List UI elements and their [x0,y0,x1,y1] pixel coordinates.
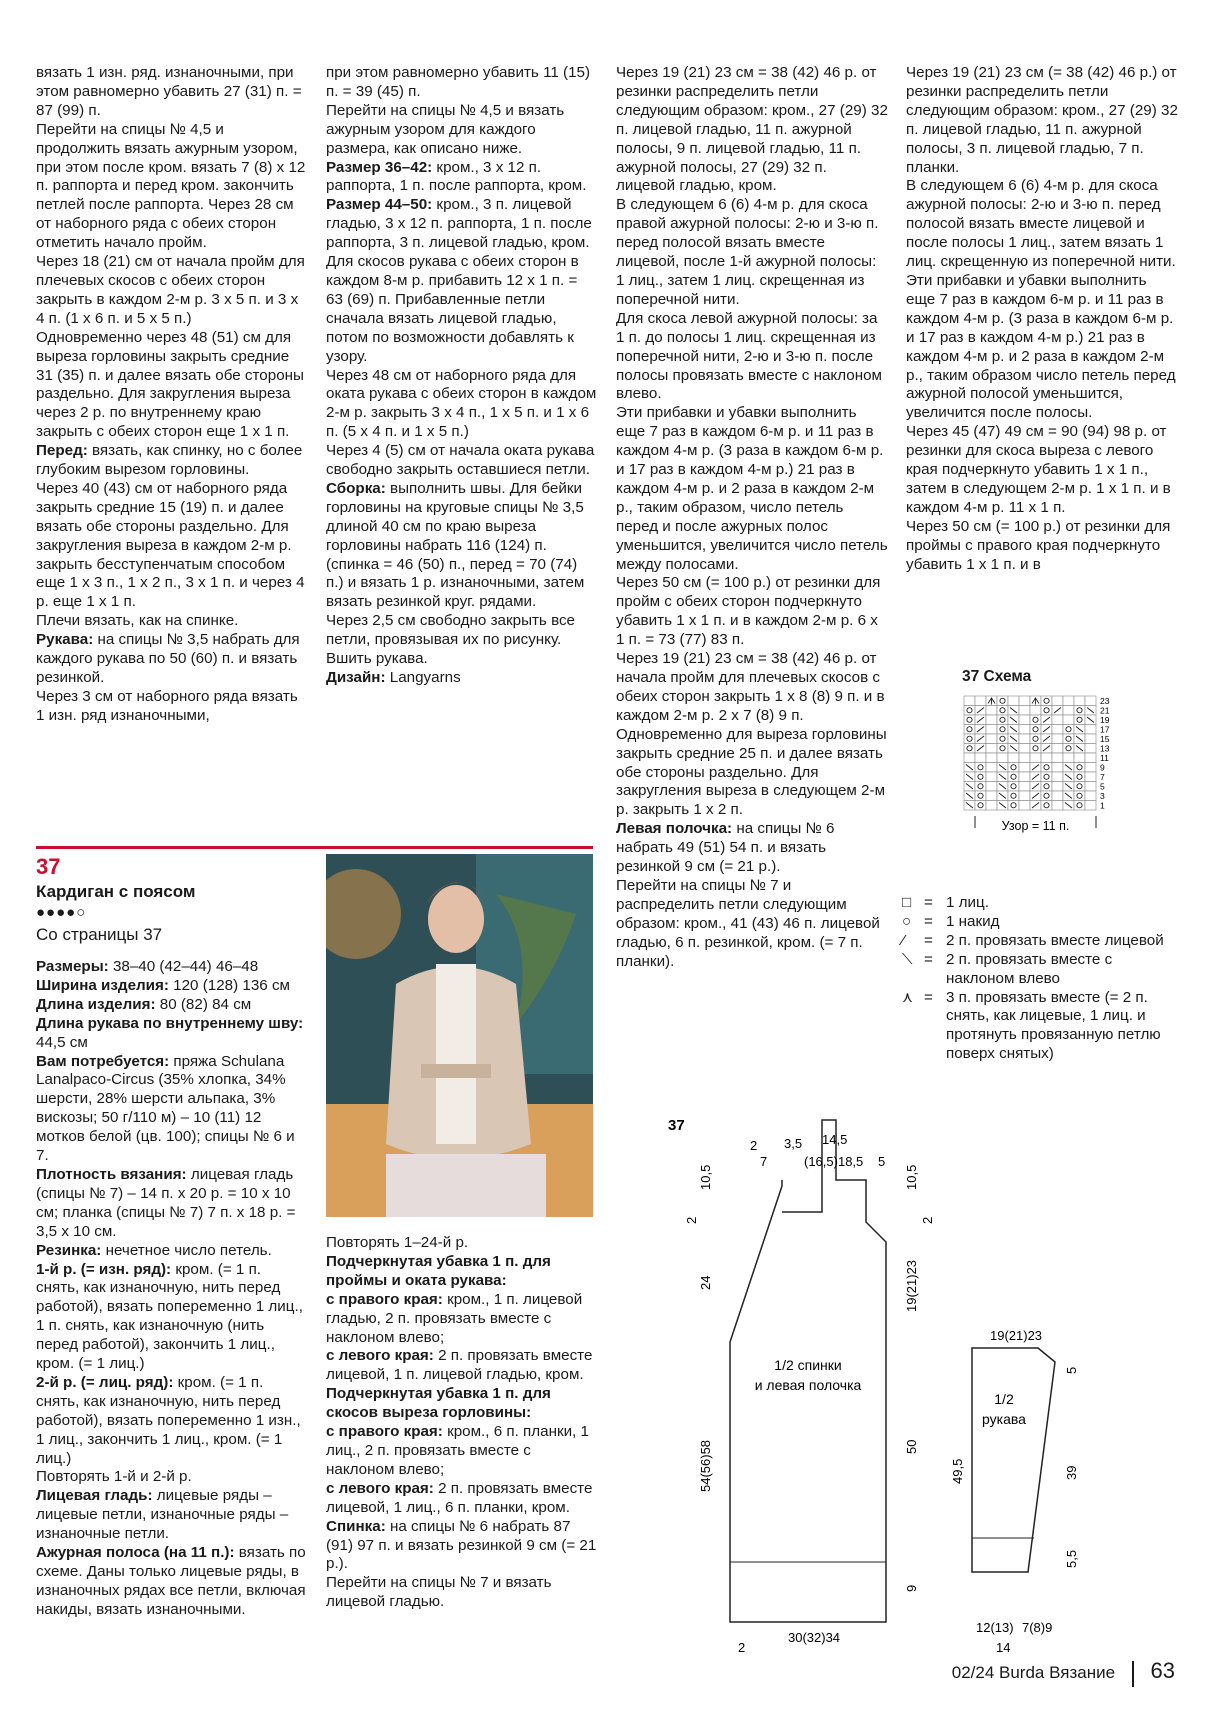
chart-cell [997,753,1008,763]
legend-symbol-icon: □ [902,894,912,911]
dim-label: 12(13) [976,1620,1014,1635]
paragraph: Вшить рукава. [326,650,428,668]
chart-cell [1008,772,1019,782]
chart-cell [1008,791,1019,801]
chart-cell [986,753,997,763]
chart-cell [964,696,975,706]
paragraph [36,996,308,1015]
paragraph-text: Langyarns [385,669,461,686]
article-number: 37 [36,854,61,879]
paragraph-text: кром. (= 1 п. снять, как изнаночную, нить перед работой), вязать попеременно 1 изн., 1 лиц., закончить 1 лиц., кром. (= 1 лиц.) [36,1373,301,1467]
footer-divider [1132,1661,1134,1687]
chart-cell [1052,715,1063,725]
body-label: и левая полочка [754,1377,862,1393]
paragraph-text: на спицы № 6 набрать 87 (91) 97 п. и вязать резинкой 9 см (= 21 р.). [326,1517,597,1573]
chart-cell [986,763,997,773]
dim-label: 54(56)58 [698,1439,713,1492]
chart-cell [1063,744,1074,754]
chart-cell [986,725,997,735]
chart-cell [1085,734,1096,744]
chart-row-number: 11 [1100,753,1109,763]
legend-symbol-icon: ⁄ [902,931,905,949]
chart-cell [975,763,986,773]
paragraph [326,1291,598,1348]
chart-cell [1074,801,1085,811]
chart-cell [997,744,1008,754]
chart-cell [986,782,997,792]
paragraph [326,1574,598,1612]
paragraph-text: на спицы № 6 набрать 49 (51) 54 п. и вязать резинкой 9 см (= 21 р.). [616,820,835,876]
paragraph: В следующем 6 (6) 4-м р. для скоса правой ажурной полосы: 2-ю и 3-ю п. перед полосой вязать вместе лицевой, после 1-й ажурной полосы: 1 лиц., затем 1 лиц. скрещенная из поперечной нити. [616,196,879,308]
paragraph-text: 38–40 (42–44) 46–48 [108,958,259,975]
paragraph [36,1374,308,1469]
chart-cell [1019,715,1030,725]
chart-cell [1052,763,1063,773]
paragraph: вязать 1 изн. ряд. изнаночными, при этом равномерно убавить 27 (31) п. = 87 (99) п. [36,64,302,119]
chart-row-number: 13 [1100,743,1110,754]
chart-cell [1052,791,1063,801]
chart-cell [986,734,997,744]
paragraph [326,1347,598,1385]
paragraph-text: лицевые ряды – лицевые петли, изнаночные ряды – изнаночные петли. [36,1487,289,1543]
chart-row-number: 23 [1100,696,1110,706]
label: Ажурная полоса (на 11 п.): [36,1544,235,1562]
label-size-1: Размер 36–42: [326,158,433,176]
chart-cell [1052,744,1063,754]
dim-label: 49,5 [950,1458,965,1484]
dim-label: 5 [1064,1366,1079,1374]
chart-cell [964,744,975,754]
chart-cell [1074,772,1085,782]
chart-cell [1008,782,1019,792]
label: Вам потребуется: [36,1052,170,1070]
paragraph: при этом равномерно убавить 11 (15) п. = 39 (45) п. [326,64,591,100]
paragraph [36,631,308,688]
text-column-2 [326,64,598,688]
chart-cell [986,791,997,801]
paragraph-text: 120 (128) 136 см [168,976,290,994]
paragraph-text: кром. (= 1 п. снять, как изнаночную, нить перед работой), вязать попеременно 1 лиц., 1 п. снять, как изнаночную (нить перед работой), закончить 1 лиц., кром. (= 1 лиц.) [36,1260,303,1373]
dim-label: 2 [684,1216,699,1224]
label: Подчеркнутая убавка 1 п. для скосов выреза горловины: [326,1385,551,1422]
chart-cell [964,753,975,763]
dim-label: 19(21)23 [990,1328,1043,1343]
chart-cell [1030,715,1041,725]
paragraph [36,1166,308,1242]
chart-row-number: 3 [1100,791,1105,801]
chart-cell [1085,801,1096,811]
text-column-2-bottom [326,1234,598,1612]
chart-cell [1041,706,1052,716]
dim-label: 39 [1064,1465,1079,1480]
dim-label: 14,5 [822,1132,848,1147]
dim-label: 2 [920,1216,935,1224]
paragraph [36,1468,308,1487]
paragraph-text: пряжа Schulana Lanalpaco-Circus (35% хлопка, 34% шерсти, 28% шерсти альпака, 3% вискозы; 50 г/110 м) – 10 (11) 12 мотков белой (цв. 100); спицы № 6 и 7. [36,1052,295,1165]
chart-cell [1019,801,1030,811]
chart-cell [1041,696,1052,706]
paragraph [36,1487,308,1544]
legend-equals: = [924,931,933,949]
garment-schematic [650,1112,1110,1652]
label: Лицевая гладь: [36,1487,153,1505]
chart-cell [1019,725,1030,735]
photo-illustration [326,854,593,1217]
label: с правого края: [326,1290,443,1308]
paragraph: Через 19 (21) 23 см (= 38 (42) 46 р.) от резинки распределить петли следующим образом: кром., 27 (29) 32 п. лицевой гладью, 11 п. ажурной полосы, 3 п. лицевой гладью, 7 п. планки. [906,64,1178,176]
paragraph-text: 2 п. провязать вместе лицевой, 1 п. лицевой гладью, кром. [326,1347,593,1384]
chart-row-number: 15 [1100,734,1110,744]
article-title: Кардиган с поясом [36,882,196,901]
label-size-2: Размер 44–50: [326,196,433,214]
paragraph: Через 45 (47) 49 см = 90 (94) 98 р. от резинки для скоса выреза с левого края подчеркнуто убавить 1 х 1 п., затем в следующем 2-м р. 1 х 1 п. и в каждом 4-м р. 11 х 1 п. [906,423,1171,516]
chart-cell [1019,763,1030,773]
legend-equals: = [924,950,933,968]
chart-cell [1063,753,1074,763]
chart-row-number: 21 [1100,705,1110,716]
label: Резинка: [36,1241,102,1259]
legend-text: 2 п. провязать вместе лицевой [946,931,1164,949]
label: Длина рукава по внутреннему шву: [36,1014,304,1032]
legend-item [902,989,1182,1065]
paragraph: Через 19 (21) 23 см = 38 (42) 46 р. от начала пройм для плечевых скосов с обеих сторон закрыть 1 х 8 (8) 9 п. и в каждом 2-м р. 2 х 7 (8) 9 п. Одновременно для выреза горловины закрыть средние 25 п. и далее вязать обе стороны раздельно. Для закругления выреза в следующем 2-м р. закрыть 1 х 2 п. [616,650,887,819]
chart-row-number: 9 [1100,762,1105,773]
chart-cell [1041,763,1052,773]
chart-cell [1085,772,1096,782]
label: 2-й р. (= лиц. ряд): [36,1373,174,1391]
paragraph-text: 2 п. провязать вместе лицевой, 1 лиц., 6 п. планки, кром. [326,1479,593,1516]
paragraph-text: на спицы № 3,5 набрать для каждого рукава по 50 (60) п. и вязать резинкой. [36,631,300,686]
chart-cell [964,725,975,735]
paragraph: Перейти на спицы № 7 и распределить петли следующим образом: кром., 41 (43) 46 п. лицевой гладью, 6 п. резинкой, кром. (= 7 п. планки). [616,876,880,970]
label: Спинка: [326,1517,386,1535]
dim-label: (16,5)18,5 [804,1154,864,1169]
paragraph: Для скосов рукава с обеих сторон в каждом 8-м р. прибавить 12 х 1 п. = 63 (69) п. Прибавленные петли сначала вязать лицевой гладью, потом по возможности добавлять к узору. [326,253,579,365]
chart-cell [1074,782,1085,792]
paragraph [326,1423,598,1480]
chart-cell [1030,744,1041,754]
chart-row-number: 1 [1100,800,1105,811]
page-number: 63 [1150,1658,1175,1683]
chart-cell [975,791,986,801]
paragraph: Через 2,5 см свободно закрыть все петли, провязывая их по рисунку. [326,612,576,649]
body-label: 1/2 спинки [774,1357,842,1373]
chart-cell [1008,801,1019,811]
dim-label: 30(32)34 [788,1630,841,1645]
paragraph: Перейти на спицы № 4,5 и продолжить вязать ажурным узором, при этом после кром. вязать 7 (8) х 12 п. раппорта и перед кром. закончить петлей после раппорта. Через 28 см от наборного ряда с обеих сторон отметить начало пройм. [36,120,306,252]
dim-label: 10,5 [904,1164,919,1190]
chart-cell [1019,753,1030,763]
paragraph-text: 44,5 см [36,1033,88,1051]
chart-cell [1052,696,1063,706]
label-left-front: Левая полочка: [616,820,733,838]
chart-cell [997,725,1008,735]
chart-cell [986,715,997,725]
schematic-drawing [650,1112,1110,1652]
dim-label: 7(8)9 [1022,1620,1053,1635]
chart-cell [1019,772,1030,782]
paragraph-text: выполнить швы. Для бейки горловины на круговые спицы № 3,5 длиной 40 см по краю выреза горловины набрать 116 (124) п. (спинка = 46 (50) п., перед = 70 (74) п.) и вязать 1 р. изнаночными, затем вязать резинкой круг. рядами. [326,479,585,611]
legend-text: 3 п. провязать вместе (= 2 п. снять, как лицевые, 1 лиц. и протянуть провязанную петлю поверх снятых) [946,988,1161,1063]
legend-item [902,913,1182,932]
chart-row-number: 5 [1100,781,1105,792]
paragraph-text: кром., 3 х 12 п. раппорта, 1 п. после раппорта, кром. [326,158,587,195]
chart-cell [1063,696,1074,706]
chart-cell [1085,791,1096,801]
dim-label: 2 [738,1640,746,1652]
chart-cell [1041,801,1052,811]
paragraph: Через 18 (21) см от начала пройм для плечевых скосов с обеих сторон закрыть в каждом 2-м р. 3 х 5 п. и 3 х 4 п. (1 х 6 п. и 5 х 5 п.) [36,253,305,327]
chart-cell [1063,725,1074,735]
legend-item [902,932,1182,951]
paragraph-text: лицевая гладь (спицы № 7) – 14 п. х 20 р. = 10 х 10 см; планка (спицы № 7) 7 п. х 18 р. = 3,5 х 10 см. [36,1165,296,1240]
paragraph: Через 4 (5) см от начала оката рукава свободно закрыть оставшиеся петли. [326,442,595,479]
paragraph: Через 19 (21) 23 см = 38 (42) 46 р. от резинки распределить петли следующим образом: кром., 27 (29) 32 п. лицевой гладью, 11 п. ажурной полосы, 9 п. лицевой гладью, 11 п. ажурной полосы, 27 (29) 32 п. лицевой гладью, кром. [616,64,888,195]
chart-cell [1074,753,1085,763]
chart-cell [1008,763,1019,773]
chart-cell [1085,753,1096,763]
chart-cell [1030,706,1041,716]
paragraph-text: нечетное число петель. [101,1241,272,1259]
label: с правого края: [326,1423,443,1441]
legend-equals: = [924,988,933,1006]
dim-label: 2 [750,1138,758,1153]
chart-cell [975,782,986,792]
legend-text: 2 п. провязать вместе с наклоном влево [946,950,1113,987]
legend-item [902,894,1182,913]
chart-cell [1008,696,1019,706]
paragraph [36,1053,308,1166]
label: Ширина изделия: [36,976,169,994]
difficulty-rating: ●●●●○ [36,904,87,921]
label: с левого края: [326,1347,434,1365]
chart-cell [975,696,986,706]
label: с левого края: [326,1479,434,1497]
chart-cell [975,801,986,811]
paragraph: Через 3 см от наборного ряда вязать 1 изн. ряд изнаночными, [36,687,298,724]
label: Плотность вязания: [36,1165,187,1183]
paragraph: Одновременно через 48 (51) см для выреза горловины закрыть средние 31 (35) п. и далее вязать обе стороны раздельно. Для закругления выреза через 2 р. по внутреннему краю закрыть с обеих сторон еще 1 х 1 п. [36,328,304,441]
chart-cell [1019,782,1030,792]
paragraph [326,1385,598,1423]
chart-cell [975,753,986,763]
chart-cell [1041,772,1052,782]
dim-label: 19(21)23 [904,1259,919,1312]
dim-label: 5 [878,1154,886,1169]
label-design: Дизайн: [326,669,386,686]
chart-cell [1052,782,1063,792]
paragraph: Для скоса левой ажурной полосы: за 1 п. до полосы 1 лиц. скрещенная из поперечной нити, 2-ю и 3-ю п. после полосы провязать вместе с наклоном влево. [616,309,882,403]
repeat-label: Узор = 11 п. [1001,819,1070,833]
sleeve-label: 1/2 [994,1391,1014,1407]
paragraph [326,196,598,253]
dim-label: 7 [760,1154,768,1169]
paragraph-text: кром., 1 п. лицевой гладью, 2 п. провязать вместе с наклоном влево; [326,1290,583,1346]
paragraph-text: вязать, как спинку, но с более глубоким вырезом горловины. [36,442,303,479]
chart-legend [902,894,1182,1064]
paragraph: Плечи вязать, как на спинке. [36,612,239,630]
paragraph [36,1544,308,1620]
chart-cell [1063,706,1074,716]
source-page: Со страницы 37 [36,925,163,944]
chart-cell [986,744,997,754]
dim-label: 14 [996,1640,1011,1652]
dim-label: 3,5 [784,1136,803,1151]
chart-cell [997,734,1008,744]
text-column-4 [906,64,1178,574]
specs-list [36,958,308,1620]
chart-cell [997,706,1008,716]
sleeve-label: рукава [982,1411,1026,1427]
paragraph-text: Повторять 1–24-й р. [326,1234,469,1251]
chart-cell [1052,801,1063,811]
chart-cell [1085,696,1096,706]
paragraph-text: вязать по схеме. Даны только лицевые ряды, в изнаночных рядах все петли, включая накиды, вязать изнаночными. [36,1544,306,1618]
paragraph: Через 48 см от наборного ряда для оката рукава с обеих сторон в каждом 2-м р. закрыть 3 х 4 п., 1 х 5 п. и 1 х 6 п. (5 х 4 п. и 1 х 5 п.) [326,366,597,441]
paragraph [326,1480,598,1518]
paragraph [326,1518,598,1575]
chart-cell [1030,734,1041,744]
chart-row-number: 17 [1100,724,1110,735]
chart-cell [964,715,975,725]
paragraph [36,442,308,480]
paragraph [326,480,598,612]
chart-cell [1052,725,1063,735]
paragraph [326,159,598,197]
chart-cell [1074,706,1085,716]
chart-cell [1041,782,1052,792]
chart-cell [1074,696,1085,706]
paragraph: В следующем 6 (6) 4-м р. для скоса ажурной полосы: 2-ю и 3-ю п. перед полосой вязать вместе лицевой и после полосы 1 лиц., затем вязать 1 лиц. скрещенную из поперечной нити. Эти прибавки и убавки выполнить еще 7 раз в каждом 6-м р. и 11 раз в каждом 4-м р. (3 раза в каждом 6-м р. и 17 раз в каждом 4-м р.) 21 раз в каждом 4-м р. и 2 раза в каждом 2-м р., таким образом число петель перед ажурной полосой уменьшится, увеличится после полосы. [906,177,1176,422]
chart-cell [1019,791,1030,801]
label-front: Перед: [36,442,88,460]
paragraph-text: кром., 6 п. планки, 1 лиц., 2 п. провязать вместе с наклоном влево; [326,1423,589,1478]
chart-cell [964,734,975,744]
paragraph: Через 40 (43) см от наборного ряда закрыть средние 15 (19) п. и далее вязать обе стороны раздельно. Для закругления выреза в каждом 2-м р. закрыть бесступенчатым способом еще 1 х 3 п., 1 х 2 п., 3 х 1 п. и через 4 р. еще 1 х 1 п. [36,479,305,611]
paragraph-text: Повторять 1-й и 2-й р. [36,1468,192,1486]
paragraph: Эти прибавки и убавки выполнить еще 7 раз в каждом 6-м р. и 11 раз в каждом 4-м р. (3 раза в каждом 6-м р. и 17 раз в каждом 4-м р.) 21 раз в каждом 4-м р. и 2 раза в каждом 2-м р., таким образом, число петель перед и после ажурных полос уменьшится, увеличится число петель между полосами. [616,404,888,573]
stitch-chart-grid [960,692,1130,862]
chart-cell [1030,753,1041,763]
legend-symbol-icon: ⋏ [902,988,914,1006]
chart-cell [1041,753,1052,763]
legend-symbol-icon: ○ [902,912,912,930]
issue-number: 02/24 [951,1663,995,1682]
chart-cell [1074,791,1085,801]
chart-title: 37 Схема [962,668,1032,685]
legend-equals: = [924,894,933,911]
section-divider [36,846,593,849]
magazine-name: Burda Вязание [999,1663,1116,1682]
chart-cell [964,706,975,716]
label-assembly: Сборка: [326,479,386,497]
dim-label: 9 [904,1584,919,1592]
paragraph-text: Перейти на спицы № 7 и вязать лицевой гладью. [326,1574,552,1611]
label: Подчеркнутая убавка 1 п. для проймы и оката рукава: [326,1252,551,1289]
legend-symbol-icon: ⟍ [902,950,913,968]
chart-row-number: 19 [1100,715,1110,725]
chart-cell [997,696,1008,706]
label-sleeves: Рукава: [36,631,94,649]
page-footer [952,1658,1175,1687]
legend-equals: = [924,912,933,930]
chart-cell [1074,715,1085,725]
chart-cell [1085,725,1096,735]
paragraph-text: 80 (82) 84 см [155,995,252,1013]
paragraph: Перейти на спицы № 4,5 и вязать ажурным узором для каждого размера, как описано ниже. [326,101,565,157]
chart-cell [975,772,986,782]
chart-cell [1085,782,1096,792]
chart-cell [1019,706,1030,716]
chart-cell [1052,772,1063,782]
chart-cell [986,801,997,811]
text-column-3 [616,64,888,972]
schematic-number: 37 [668,1117,685,1134]
text-column-1 [36,64,308,726]
dim-label: 10,5 [698,1164,713,1190]
chart-cell [1019,734,1030,744]
label: Длина изделия: [36,995,156,1013]
dim-label: 24 [698,1275,713,1290]
label: 1-й р. (= изн. ряд): [36,1260,172,1278]
chart-cell [986,706,997,716]
chart-cell [1052,734,1063,744]
dim-label: 5,5 [1064,1549,1079,1568]
chart-cell [1041,791,1052,801]
paragraph [36,1242,308,1261]
paragraph [36,1015,308,1053]
paragraph [36,1261,308,1374]
cardigan-photo [326,854,593,1217]
chart-cell [1008,753,1019,763]
paragraph [326,1234,598,1253]
chart-cell [1063,734,1074,744]
chart-cell [997,715,1008,725]
chart-cell [1085,763,1096,773]
label: Размеры: [36,958,109,975]
paragraph [326,1253,598,1291]
legend-item [902,951,1182,989]
chart-cell [1030,725,1041,735]
chart-cell [1052,753,1063,763]
legend-text: 1 накид [946,912,1000,930]
chart-cell [1063,715,1074,725]
chart-cell [1074,763,1085,773]
paragraph [36,977,308,996]
chart-cell [1019,696,1030,706]
paragraph [326,669,598,688]
paragraph: Через 50 см (= 100 р.) от резинки для пройм с обеих сторон подчеркнуто убавить 1 х 1 п. и в каждом 2-м р. 6 х 1 п. = 73 (77) 83 п. [616,574,881,649]
chart-cell [1085,744,1096,754]
chart-cell [986,772,997,782]
paragraph [36,958,308,977]
paragraph-text: кром., 3 п. лицевой гладью, 3 х 12 п. раппорта, 1 п. после раппорта, 3 п. лицевой гладью, кром. [326,196,592,252]
chart-cell [1019,744,1030,754]
dim-label: 50 [904,1439,919,1454]
paragraph: Через 50 см (= 100 р.) от резинки для проймы с правого края подчеркнуто убавить 1 х 1 п. и в [906,517,1171,573]
chart-row-number: 7 [1100,772,1105,782]
legend-text: 1 лиц. [946,894,989,911]
paragraph [616,820,888,877]
stitch-chart [960,692,1130,867]
